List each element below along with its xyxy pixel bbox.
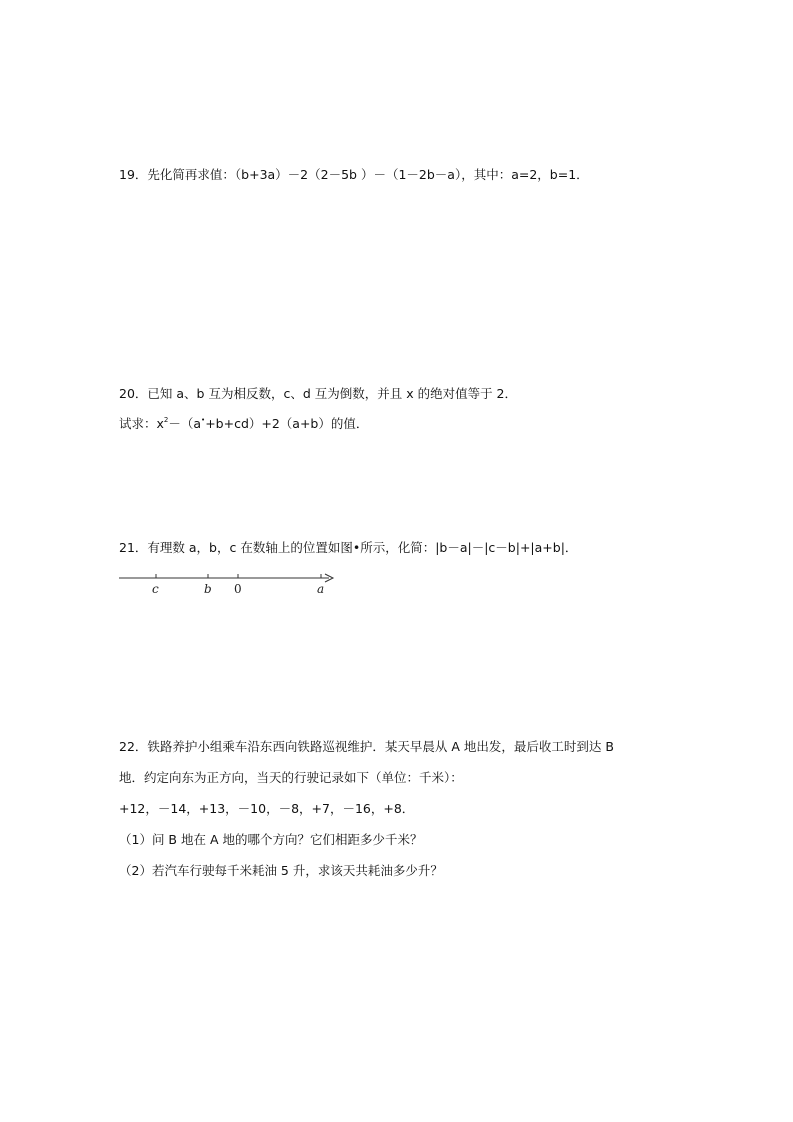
question-19: 19．先化简再求值：（b+3a）－2（2－5b ）－（1－2b－a），其中：a=2，b=1．: [119, 167, 589, 182]
question-21: 21．有理数 a，b，c 在数轴上的位置如图•所示，化简：|b－a|－|c－b|+|a+b|．: [119, 540, 578, 555]
q20-exponent: 2: [163, 416, 169, 424]
question-22-part-1: （1）问 B 地在 A 地的哪个方向？它们相距多少千米？: [119, 832, 423, 847]
question-22-line-3: +12，－14，+13，－10，－8，+7，－16，+8．: [119, 801, 415, 816]
label-c: c: [152, 582, 159, 596]
q20-text-a: 试求：x: [119, 416, 164, 431]
label-a: a: [317, 582, 325, 596]
question-22-part-2: （2）若汽车行驶每千米耗油 5 升，求该天共耗油多少升？: [119, 863, 443, 878]
question-22-line-2: 地．约定向东为正方向，当天的行驶记录如下（单位：千米）：: [119, 770, 463, 785]
label-b: b: [204, 582, 212, 596]
q20-superscript-mark: •: [201, 416, 206, 424]
label-0: 0: [234, 582, 242, 596]
question-20-line-2: [119, 416, 368, 432]
q20-text-c: +b+cd）+2（a+b）的值．: [205, 416, 369, 431]
number-line-figure: [119, 568, 339, 598]
question-22-line-1: 22．铁路养护小组乘车沿东西向铁路巡视维护．某天早晨从 A 地出发，最后收工时到达 B: [119, 739, 614, 754]
q20-text-b: －（a: [168, 416, 202, 431]
question-20-line-1: 20．已知 a、b 互为相反数，c、d 互为倒数，并且 x 的绝对值等于 2．: [119, 386, 517, 401]
